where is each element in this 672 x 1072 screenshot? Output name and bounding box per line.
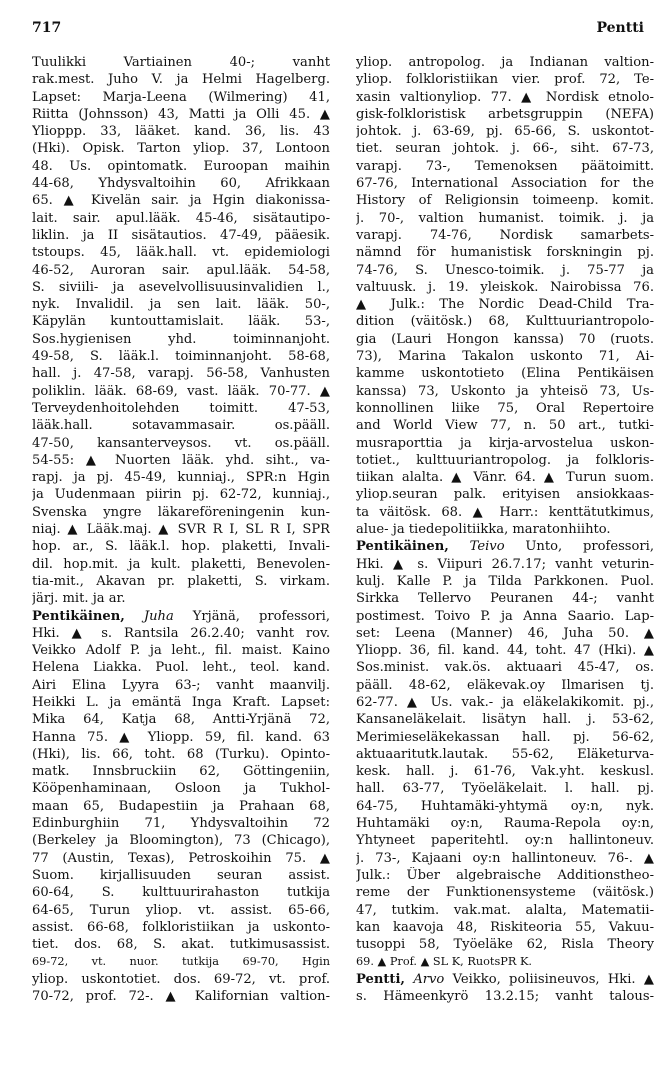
text-line [32, 227, 330, 244]
line-text: (Berkeley ja Bloomington), 73 (Chicago), [32, 833, 330, 849]
text-line [32, 763, 330, 780]
text-line [32, 642, 330, 659]
text-line [32, 71, 330, 88]
line-text: j. 73-, Kajaani oy:n hallintoneuv. 76-. ▲ [356, 850, 654, 866]
line-text: dition (väitösk.) 68, Kulttuuriantropolo- [356, 314, 654, 330]
text-line [32, 590, 330, 607]
text-line [356, 832, 654, 849]
line-text: kesk. hall. j. 61-76, Vak.yht. keskusl. [356, 764, 654, 780]
line-text: pääll. 48-62, eläkevak.oy Ilmarisen tj. [356, 677, 654, 693]
running-head: Pentti [596, 20, 644, 36]
text-line [356, 988, 654, 1005]
text-line [356, 953, 654, 970]
entry-headline [32, 608, 330, 625]
text-line [32, 746, 330, 763]
text-line [32, 452, 330, 469]
text-line [32, 417, 330, 434]
line-text: kanssa) 73, Uskonto ja yhteisö 73, Us- [356, 383, 654, 399]
line-text: 60-64, S. kulttuurirahaston tutkija [32, 885, 330, 901]
text-line [32, 556, 330, 573]
line-text: yliop.seuran palk. erityisen ansiokkaas- [356, 487, 654, 503]
line-text: matk. Innsbruckiin 62, Göttingeniin, [32, 764, 330, 780]
entry-headline [356, 538, 654, 555]
text-line [32, 659, 330, 676]
text-line [356, 504, 654, 521]
text-line [32, 694, 330, 711]
text-line [32, 884, 330, 901]
line-text: 54-55: ▲ Nuorten lääk. yhd. siht., va- [32, 452, 330, 468]
text-line [356, 590, 654, 607]
line-text: tiikan alalta. ▲ Vänr. 64. ▲ Turun suom. [356, 470, 654, 486]
text-line [356, 521, 654, 538]
text-line [356, 867, 654, 884]
line-text: tiet. dos. 68, S. akat. tutkimusassist. [32, 937, 330, 953]
text-line [356, 625, 654, 642]
line-text: Merimieseläkekassan hall. pj. 56-62, [356, 729, 654, 745]
text-line [356, 469, 654, 486]
line-text: hall. 63-77, Työeläkelait. l. hall. pj. [356, 781, 654, 797]
text-line [32, 331, 330, 348]
text-line [356, 106, 654, 123]
text-line [32, 729, 330, 746]
text-line [356, 54, 654, 71]
entry-first-name: Juha [143, 608, 174, 624]
text-line [32, 486, 330, 503]
line-text: varapj. 73-, Temenoksen päätoimitt. [356, 158, 654, 174]
line-text: gia (Lauri Hongon kanssa) 70 (ruots. [356, 331, 654, 347]
line-text: reme der Funktionensysteme (väitösk.) [356, 885, 654, 901]
line-text: Yrjänä, professori, [173, 608, 330, 624]
line-text: konnollinen liike 75, Oral Repertoire [356, 400, 654, 416]
text-line [32, 54, 330, 71]
text-line [32, 832, 330, 849]
line-text: 64-75, Huhtamäki-yhtymä oy:n, nyk. [356, 798, 654, 814]
line-text: nyk. Invalidil. ja sen lait. lääk. 50-, [32, 297, 330, 313]
text-line [356, 140, 654, 157]
line-text: tia-mit., Akavan pr. plaketti, S. virkam. [32, 573, 330, 589]
text-line [356, 763, 654, 780]
line-text: hop. ar., S. lääk.l. hop. plaketti, Invali- [32, 539, 330, 555]
text-line [356, 227, 654, 244]
line-text: Tuulikki Vartiainen 40-; vanht [32, 55, 330, 70]
text-line [356, 452, 654, 469]
line-text: 74-76, S. Unesco-toimik. j. 75-77 ja [356, 262, 654, 278]
line-text: Helena Liakka. Puol. leht., teol. kand. [32, 660, 330, 676]
entry-surname: Pentikäinen, [32, 608, 125, 624]
entry-surname: Pentti, [356, 971, 405, 987]
text-line [356, 556, 654, 573]
line-text: musraporttia ja kirja-arvostelua uskon- [356, 435, 654, 451]
line-text: Unto, professori, [504, 539, 654, 555]
line-text: History of Religionsin toimeenp. komit. [356, 193, 654, 209]
line-text: s. Hämeenkyrö 13.2.15; vanht talous- [356, 989, 654, 1005]
text-line [32, 192, 330, 209]
line-text: rapj. ja pj. 45-49, kunniaj., SPR:n Hgin [32, 470, 330, 486]
line-text: Yhtyneet paperitehtl. oy:n hallintoneuv. [356, 833, 654, 849]
text-line [32, 89, 330, 106]
text-line [32, 538, 330, 555]
text-line [32, 521, 330, 538]
line-text: Yliopp. 36, fil. kand. 44, toht. 47 (Hki). ▲ [356, 643, 654, 659]
line-text: Huhtamäki oy:n, Rauma-Repola oy:n, [356, 816, 654, 832]
line-text: yliop. folkloristiikan vier. prof. 72, Te- [356, 72, 654, 88]
line-text: Hki. ▲ s. Viipuri 26.7.17; vanht veturin- [356, 556, 654, 572]
text-line [356, 936, 654, 953]
text-line [32, 158, 330, 175]
line-text: liklin. ja II sisätautios. 47-49, pääesik. [32, 227, 330, 243]
text-line [32, 244, 330, 261]
text-line [32, 140, 330, 157]
text-line [32, 365, 330, 382]
text-line [32, 210, 330, 227]
line-text: Kööpenhaminaan, Osloon ja Tukhol- [32, 781, 330, 797]
text-line [356, 608, 654, 625]
line-text: gisk-folkloristisk arbetsgruppin (NEFA) [356, 106, 654, 122]
text-line [356, 296, 654, 313]
text-line [356, 417, 654, 434]
line-text: Sos.hygienisen yhd. toiminnanjoht. [32, 331, 330, 347]
text-line [32, 262, 330, 279]
line-text: poliklin. lääk. 68-69, vast. lääk. 70-77. ▲ [32, 383, 330, 399]
text-line [356, 729, 654, 746]
line-text: tstoups. 45, lääk.hall. vt. epidemiologi [32, 245, 330, 261]
text-line [32, 106, 330, 123]
line-text: 70-72, prof. 72-. ▲ Kalifornian valtion- [32, 989, 330, 1005]
page-header [32, 20, 644, 40]
line-text: valtuusk. j. 19. yleiskok. Nairobissa 76. [356, 279, 654, 295]
line-text: (Hki), lis. 66, toht. 68 (Turku). Opinto- [32, 746, 330, 762]
text-line [32, 677, 330, 694]
text-line [32, 175, 330, 192]
line-text: maan 65, Budapestiin ja Prahaan 68, [32, 798, 330, 814]
line-text: nämnd för humanistisk forskningin pj. [356, 245, 654, 261]
text-line [356, 279, 654, 296]
line-text: Veikko Adolf P. ja leht., fil. maist. Kaino [32, 643, 330, 659]
text-line [32, 279, 330, 296]
text-line [32, 815, 330, 832]
text-line [32, 780, 330, 797]
text-line [356, 850, 654, 867]
entry-first-name: Teivo [469, 539, 505, 555]
line-text: johtok. j. 63-69, pj. 65-66, S. uskontot- [356, 124, 654, 140]
line-text: järj. mit. ja ar. [32, 591, 126, 607]
line-text: ▲ Julk.: The Nordic Dead-Child Tra- [356, 297, 654, 313]
line-text: Sos.minist. vak.ös. aktuaari 45-47, os. [356, 660, 654, 676]
text-line [356, 780, 654, 797]
line-text: 69. ▲ Prof. ▲ SL K, RuotsPR K. [356, 955, 532, 969]
page-number: 717 [32, 20, 62, 36]
line-text: tusoppi 58, Työeläke 62, Risla Theory [356, 937, 654, 953]
text-line [32, 348, 330, 365]
line-text: Hki. ▲ s. Rantsila 26.2.40; vanht rov. [32, 625, 330, 641]
line-text: kan kaavoja 48, Riskiteoria 55, Vakuu- [356, 919, 654, 935]
line-text: yliop. antropolog. ja Indianan valtion- [356, 55, 654, 70]
text-line [356, 244, 654, 261]
text-line [356, 400, 654, 417]
line-text: ja Uudenmaan piirin pj. 62-72, kunniaj., [32, 487, 330, 503]
line-text: 77 (Austin, Texas), Petroskoihin 75. ▲ [32, 850, 330, 866]
line-text: Kansaneläkelait. lisätyn hall. j. 53-62, [356, 712, 654, 728]
line-text: Edinburghiin 71, Yhdysvaltoihin 72 [32, 816, 330, 832]
line-text: rak.mest. Juho V. ja Helmi Hagelberg. [32, 72, 330, 88]
text-line [32, 988, 330, 1005]
text-line [356, 902, 654, 919]
line-text: 48. Us. opintomatk. Euroopan maihin [32, 158, 330, 174]
text-line [356, 677, 654, 694]
text-line [356, 746, 654, 763]
text-line [356, 711, 654, 728]
text-line [32, 383, 330, 400]
text-line [32, 971, 330, 988]
line-text: kamme uskontotieto (Elina Pentikäisen [356, 366, 654, 382]
text-line [356, 158, 654, 175]
text-line [32, 953, 330, 970]
text-line [356, 919, 654, 936]
text-line [32, 850, 330, 867]
text-line [32, 504, 330, 521]
text-line [356, 348, 654, 365]
entry-headline [356, 971, 654, 988]
line-text: niaj. ▲ Lääk.maj. ▲ SVR R I, SL R I, SPR [32, 522, 330, 538]
line-text: tiet. seuran johtok. j. 66-, siht. 67-73, [356, 141, 654, 157]
text-line [32, 400, 330, 417]
line-text: Ylioppp. 33, lääket. kand. 36, lis. 43 [32, 124, 330, 140]
line-text: postimest. Toivo P. ja Anna Saario. Lap- [356, 608, 654, 624]
line-text: Lapset: Marja-Leena (Wilmering) 41, [32, 89, 330, 105]
text-line [32, 867, 330, 884]
text-line [356, 210, 654, 227]
line-text: Mika 64, Katja 68, Antti-Yrjänä 72, [32, 712, 330, 728]
line-text: 73), Marina Takalon uskonto 71, Ai- [356, 349, 654, 365]
line-text: dil. hop.mit. ja kult. plaketti, Benevolen- [32, 556, 330, 572]
line-text: Hanna 75. ▲ Yliopp. 59, fil. kand. 63 [32, 729, 330, 745]
text-line [356, 884, 654, 901]
text-line [32, 313, 330, 330]
line-text: (Hki). Opisk. Tarton yliop. 37, Lontoon [32, 141, 330, 157]
left-column [32, 54, 330, 1005]
text-line [356, 798, 654, 815]
line-text: assist. 66-68, folkloristiikan ja uskonto- [32, 919, 330, 935]
line-text: ta väitösk. 68. ▲ Harr.: kenttätutkimus, [356, 504, 654, 520]
line-text: Riitta (Johnsson) 43, Matti ja Olli 45. ▲ [32, 106, 330, 122]
line-text: kulj. Kalle P. ja Tilda Parkkonen. Puol. [356, 573, 654, 589]
text-line [356, 89, 654, 106]
text-line [356, 192, 654, 209]
line-text: j. 70-, valtion humanist. toimik. j. ja [356, 210, 654, 226]
line-text: 69-72, vt. nuor. tutkija 69-70, Hgin [32, 955, 330, 969]
line-text: Svenska yngre läkareföreningenin kun- [32, 504, 330, 520]
line-text: and World View 77, n. 50 art., tutki- [356, 418, 654, 434]
text-line [32, 919, 330, 936]
line-text: Sirkka Tellervo Peuranen 44-; vanht [356, 591, 654, 607]
text-line [356, 694, 654, 711]
line-text: Suom. kirjallisuuden seuran assist. [32, 867, 330, 883]
line-text: 46-52, Auroran sair. apul.lääk. 54-58, [32, 262, 330, 278]
text-line [32, 798, 330, 815]
line-text: 44-68, Yhdysvaltoihin 60, Afrikkaan [32, 176, 330, 192]
text-line [32, 936, 330, 953]
line-text: Heikki L. ja emäntä Inga Kraft. Lapset: [32, 694, 330, 710]
text-line [32, 573, 330, 590]
text-line [356, 435, 654, 452]
text-line [356, 71, 654, 88]
line-text: 65. ▲ Kivelän sair. ja Hgin diakonissa- [32, 193, 330, 209]
text-line [356, 486, 654, 503]
line-text: set: Leena (Manner) 46, Juha 50. ▲ [356, 625, 654, 641]
line-text: Veikko, poliisineuvos, Hki. ▲ [444, 971, 654, 987]
text-line [32, 296, 330, 313]
line-text: yliop. uskontotiet. dos. 69-72, vt. prof. [32, 971, 330, 987]
line-text: totiet., kulttuuriantropolog. ja folkloris- [356, 452, 654, 468]
text-line [32, 123, 330, 140]
entry-surname: Pentikäinen, [356, 539, 449, 555]
text-line [356, 175, 654, 192]
line-text: 62-77. ▲ Us. vak.- ja eläkelakikomit. pj., [356, 694, 654, 710]
text-line [356, 642, 654, 659]
right-column [356, 54, 654, 1005]
line-text: Terveydenhoitolehden toimitt. 47-53, [32, 400, 330, 416]
line-text: Käpylän kuntouttamislait. lääk. 53-, [32, 314, 330, 330]
text-line [356, 123, 654, 140]
text-line [356, 815, 654, 832]
text-line [356, 313, 654, 330]
line-text: 67-76, International Association for the [356, 176, 654, 192]
text-line [32, 711, 330, 728]
text-line [32, 625, 330, 642]
line-text: aktuaaritutk.lautak. 55-62, Eläketurva- [356, 746, 654, 762]
text-line [356, 262, 654, 279]
text-line [32, 902, 330, 919]
line-text: xasin valtionyliop. 77. ▲ Nordisk etnolo- [356, 89, 654, 105]
line-text: varapj. 74-76, Nordisk samarbets- [356, 227, 654, 243]
line-text: hall. j. 47-58, varapj. 56-58, Vanhusten [32, 366, 330, 382]
text-line [356, 573, 654, 590]
line-text: lääk.hall. sotavammasair. os.pääll. [32, 418, 330, 434]
line-text: 47, tutkim. vak.mat. alalta, Matematii- [356, 902, 654, 918]
text-line [356, 383, 654, 400]
entry-first-name: Arvo [413, 971, 445, 987]
text-line [32, 435, 330, 452]
line-text: 64-65, Turun yliop. vt. assist. 65-66, [32, 902, 330, 918]
line-text: S. siviili- ja asevelvollisuusinvalidien l., [32, 279, 330, 295]
line-text: Airi Elina Lyyra 63-; vanht maanvilj. [32, 677, 330, 693]
text-line [356, 659, 654, 676]
text-line [32, 469, 330, 486]
line-text: 47-50, kansanterveysos. vt. os.pääll. [32, 435, 330, 451]
text-line [356, 331, 654, 348]
line-text: Julk.: Über algebraische Additionstheo- [356, 867, 654, 883]
line-text: 49-58, S. lääk.l. toiminnanjoht. 58-68, [32, 349, 330, 365]
line-text: lait. sair. apul.lääk. 45-46, sisätautipo- [32, 210, 330, 226]
line-text: alue- ja tiedepolitiikka, maratonhiihto. [356, 522, 611, 538]
text-line [356, 365, 654, 382]
